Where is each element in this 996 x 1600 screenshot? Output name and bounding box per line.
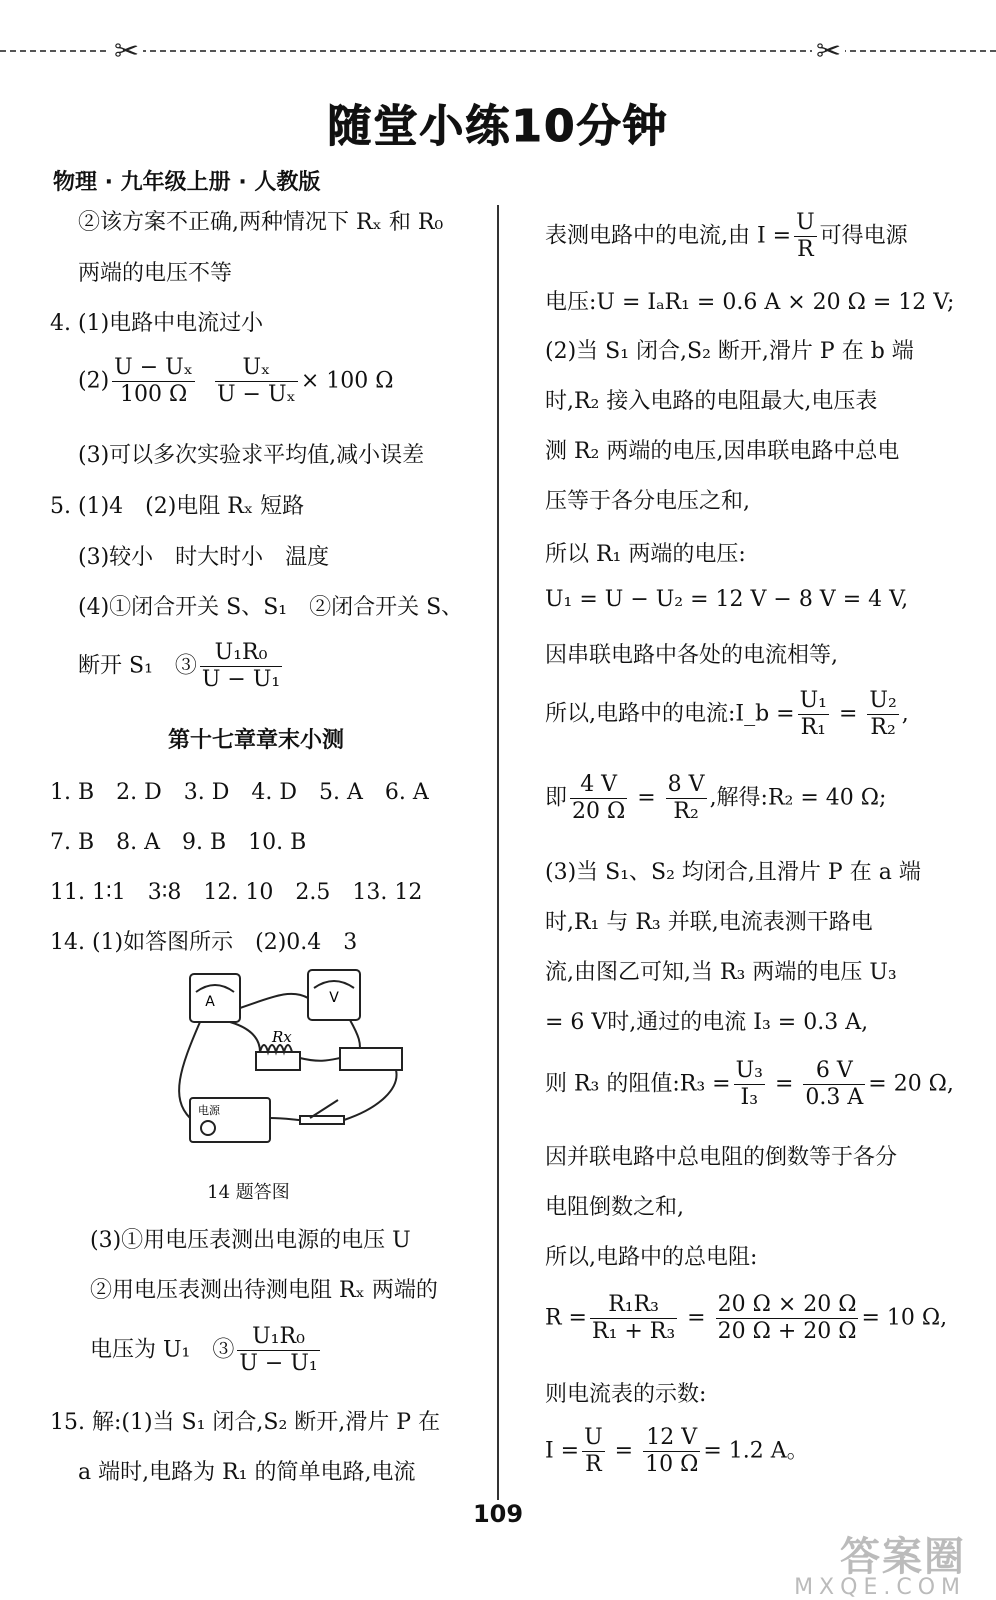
numerator: U: [796, 210, 815, 235]
denominator: R₁ + R₃: [592, 1319, 676, 1344]
wire: [230, 1022, 260, 1052]
text-line: 时,R₂ 接入电路的电阻最大,电压表: [545, 389, 878, 414]
text-line: ②该方案不正确,两种情况下 Rₓ 和 R₀: [78, 210, 444, 235]
numerator: U₂: [869, 688, 897, 713]
text: 所以,电路中的电流:I_b =: [545, 701, 795, 727]
text-line: 电压:U = IₐR₁ = 0.6 A × 20 Ω = 12 V;: [545, 290, 955, 315]
formula-line: R = $\frac{\text{R₁R₃}}{\text{R₁ + R₃}}$ = $\frac{20 \Omega \times 20 \Omega}{20 \Omega + 20 \Omega}$ = 10 Ω,: [545, 1292, 948, 1344]
text: 即: [545, 785, 568, 811]
text-line: 所以 R₁ 两端的电压:: [545, 542, 746, 567]
text: 电压为 U₁ ③: [90, 1337, 235, 1363]
numerator: R₁R₃: [590, 1292, 677, 1319]
text-line: 时,R₁ 与 R₃ 并联,电流表测干路电: [545, 910, 873, 935]
formula-line: [545, 210, 908, 263]
fraction: [215, 355, 298, 408]
denominator: R₂: [673, 799, 699, 824]
text-line: 7. B 8. A 9. B 10. B: [50, 830, 307, 855]
formula-line: I = $\frac{U}{R}$ = $\frac{12 V}{10 \Omega}$ = 1.2 A。: [545, 1425, 809, 1477]
numerator: 6 V: [803, 1058, 865, 1085]
text-line: (2)当 S₁ 闭合,S₂ 断开,滑片 P 在 b 端: [545, 339, 914, 364]
text-line: 两端的电压不等: [78, 261, 233, 286]
text-line: (3)当 S₁、S₂ 均闭合,且滑片 P 在 a 端: [545, 860, 921, 885]
fraction: [794, 210, 817, 263]
text-line: 5. (1)4 (2)电阻 Rₓ 短路: [50, 494, 305, 519]
text-line: 1. B 2. D 3. D 4. D 5. A 6. A: [50, 780, 429, 805]
text: ,解得:R₂ = 40 Ω;: [709, 785, 887, 811]
voltmeter-scale: [314, 981, 354, 988]
watermark-logo: 答案圈: [840, 1534, 966, 1580]
text-line: 流,由图乙可知,当 R₃ 两端的电压 U₃: [545, 960, 897, 985]
ammeter-body: [190, 974, 240, 1022]
denominator: R: [585, 1452, 602, 1477]
formula-line: [90, 1324, 323, 1377]
numerator: 8 V: [667, 772, 705, 797]
resistor-label: Rx: [272, 1028, 292, 1046]
ammeter-label: A: [205, 994, 215, 1010]
circuit-figure: [160, 968, 420, 1146]
text-line: 电阻倒数之和,: [545, 1195, 684, 1220]
text-line: 4. (1)电路中电流过小: [50, 311, 264, 336]
text-line: 11. 1∶1 3∶8 12. 10 2.5 13. 12: [50, 880, 423, 905]
numerator: U₁R₀: [200, 640, 282, 667]
power-label: 电源: [198, 1104, 220, 1117]
text-line: 所以,电路中的总电阻:: [545, 1245, 758, 1270]
text: = 10 Ω,: [861, 1305, 948, 1331]
text-line: 则电流表的示数:: [545, 1382, 707, 1407]
formula-line: 所以,电路中的电流:I_b = $\frac{\text{U₁}}{\text{R₁}}$ = $\frac{\text{U₂}}{\text{R₂}}$ ,: [545, 688, 909, 740]
figure-caption: 14 题答图: [207, 1182, 290, 1203]
denominator: U − U₁: [239, 1351, 318, 1376]
fraction: [590, 1292, 677, 1345]
numerator: Uₓ: [215, 355, 298, 382]
text-line: = 6 V时,通过的电流 I₃ = 0.3 A,: [545, 1010, 869, 1035]
text-line: U₁ = U − U₂ = 12 V − 8 V = 4 V,: [545, 587, 909, 612]
text: R =: [545, 1305, 587, 1331]
page-number: 109: [472, 1500, 524, 1528]
text: 表测电路中的电流,由 I =: [545, 223, 792, 249]
text: = 1.2 A。: [703, 1438, 809, 1464]
scissors-icon: ✂: [110, 34, 143, 69]
numerator: 4 V: [570, 772, 627, 799]
wire: [344, 1070, 397, 1120]
text: 可得电源: [819, 223, 908, 249]
formula-line: 即 $\frac{4 V}{20 \Omega}$ = $\frac{8 V}{\text{R₂}}$ ,解得:R₂ = 40 Ω;: [545, 772, 887, 824]
text: (2): [78, 368, 110, 394]
formula-line: 则 R₃ 的阻值:R₃ = $\frac{\text{U₃}}{\text{I₃}}$ = $\frac{6 V}{0.3 A}$ = 20 Ω,: [545, 1058, 954, 1110]
fraction: [734, 1058, 765, 1111]
text-line: 因串联电路中各处的电流相等,: [545, 643, 838, 668]
fraction: [582, 1425, 605, 1478]
text-line: 因并联电路中总电阻的倒数等于各分: [545, 1145, 898, 1170]
formula-line: [78, 640, 285, 693]
text-line: (3)较小 时大时小 温度: [78, 545, 330, 570]
watermark-url: MXQE.COM: [794, 1575, 966, 1600]
fraction: [643, 1425, 700, 1478]
text: 断开 S₁ ③: [78, 653, 197, 679]
fraction: [716, 1292, 859, 1345]
text-line: 14. (1)如答图所示 (2)0.4 3: [50, 930, 358, 955]
wire: [240, 994, 308, 1008]
text-line: a 端时,电路为 R₁ 的简单电路,电流: [78, 1460, 416, 1485]
resistor-coil: [260, 1045, 292, 1052]
text: = 20 Ω,: [868, 1071, 954, 1097]
denominator: 20 Ω: [572, 799, 626, 824]
text: 则 R₃ 的阻值:R₃ =: [545, 1071, 731, 1097]
switch-base: [300, 1116, 344, 1124]
fraction: [666, 772, 707, 825]
fraction: [200, 640, 282, 693]
column-divider: [497, 205, 499, 1500]
numerator: U₁: [799, 688, 827, 713]
fraction: [803, 1058, 865, 1111]
power-knob: [201, 1121, 215, 1135]
numerator: U₁R₀: [237, 1324, 319, 1351]
fraction: [570, 772, 627, 825]
fraction: [112, 355, 195, 408]
numerator: U₃: [735, 1058, 763, 1083]
text: I =: [545, 1438, 580, 1464]
ammeter-scale: [196, 985, 234, 992]
text-line: ②用电压表测出待测电阻 Rₓ 两端的: [90, 1278, 438, 1303]
voltmeter-label: V: [329, 990, 339, 1006]
denominator: 20 Ω + 20 Ω: [717, 1319, 857, 1344]
subject-label: 物理 · 九年级上册 · 人教版: [53, 170, 321, 195]
scissors-icon: ✂: [812, 34, 845, 69]
text-line: 压等于各分电压之和,: [545, 489, 750, 514]
section-heading: 第十七章章末小测: [168, 728, 345, 753]
denominator: U − U₁: [201, 667, 281, 692]
numerator: U: [584, 1425, 603, 1450]
wire: [300, 1058, 340, 1061]
text-line: (3)可以多次实验求平均值,减小误差: [78, 443, 425, 468]
numerator: 12 V: [643, 1425, 700, 1452]
text-line: (3)①用电压表测出电源的电压 U: [90, 1228, 411, 1253]
wire: [270, 1118, 300, 1120]
denominator: I₃: [740, 1085, 759, 1110]
fraction: [798, 688, 829, 741]
denominator: U − Uₓ: [217, 382, 296, 407]
text-line: (4)①闭合开关 S、S₁ ②闭合开关 S、: [78, 595, 464, 620]
fraction: [867, 688, 898, 741]
text-line: 15. 解:(1)当 S₁ 闭合,S₂ 断开,滑片 P 在: [50, 1410, 441, 1435]
page-title: 随堂小练10分钟: [327, 101, 669, 152]
denominator: R: [797, 237, 814, 262]
numerator: 20 Ω × 20 Ω: [717, 1292, 857, 1317]
denominator: R₂: [870, 715, 896, 740]
denominator: 100 Ω: [119, 382, 188, 407]
rheostat: [340, 1048, 402, 1070]
wire: [350, 1020, 360, 1048]
text-line: 测 R₂ 两端的电压,因串联电路中总电: [545, 439, 900, 464]
denominator: 10 Ω: [645, 1452, 699, 1477]
denominator: R₁: [800, 715, 826, 740]
fraction: [237, 1324, 319, 1377]
formula-line: [78, 355, 393, 408]
text: × 100 Ω: [300, 368, 394, 394]
cut-line: [0, 50, 996, 52]
denominator: 0.3 A: [805, 1085, 864, 1110]
numerator: U − Uₓ: [114, 355, 193, 380]
resistor-base: [256, 1052, 300, 1070]
